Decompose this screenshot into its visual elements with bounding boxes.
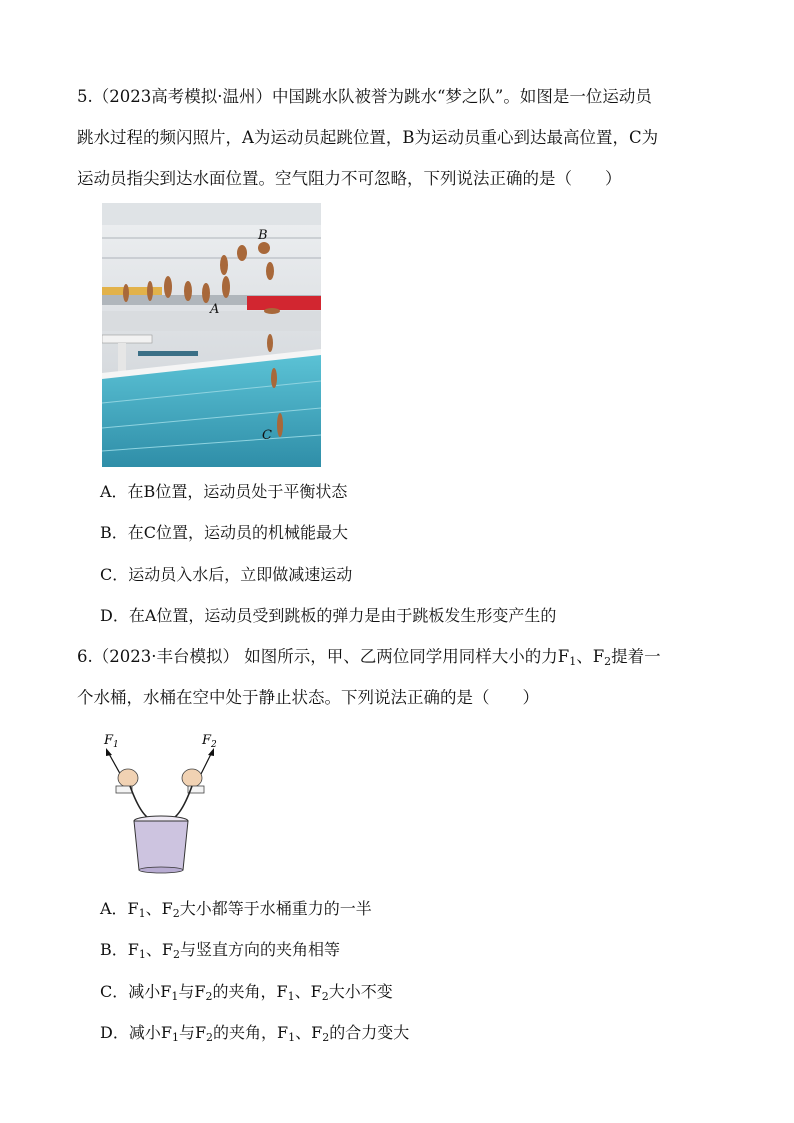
q5-option-b: B．在C位置，运动员的机械能最大: [100, 523, 349, 542]
q6-stem-line-1: 6.（2023·丰台模拟） 如图所示，甲、乙两位同学用同样大小的力$F_1$、$F_2$提着一: [77, 647, 661, 668]
bucket-drawing: [98, 728, 228, 876]
q5-option-a: A．在B位置，运动员处于平衡状态: [100, 482, 348, 501]
q5-option-d: D．在A位置，运动员受到跳板的弹力是由于跳板发生形变产生的: [100, 606, 557, 625]
f1-label: $F_1$: [104, 733, 119, 750]
label-c: C: [262, 428, 272, 443]
f2-label: $F_2$: [202, 733, 217, 750]
diving-photo: [102, 203, 321, 467]
q6-option-a: A．$F_1$、$F_2$大小都等于水桶重力的一半: [100, 899, 372, 920]
label-b: B: [258, 228, 268, 243]
diving-photo-drawing: [102, 203, 321, 467]
bucket-figure: [98, 728, 228, 876]
q6-option-b: B．$F_1$、$F_2$与竖直方向的夹角相等: [100, 940, 340, 961]
q5-stem-line-1: 5.（2023高考模拟·温州）中国跳水队被誉为跳水“梦之队”。如图是一位运动员: [77, 87, 652, 106]
label-a: A: [210, 302, 220, 317]
q5-stem-line-2: 跳水过程的频闪照片，A为运动员起跳位置，B为运动员重心到达最高位置，C为: [77, 128, 659, 147]
q6-stem-line-2: 个水桶，水桶在空中处于静止状态。下列说法正确的是（ ）: [77, 688, 539, 707]
q6-option-d: D．减小$F_1$与$F_2$的夹角，$F_1$、$F_2$的合力变大: [100, 1023, 410, 1044]
q6-option-c: C．减小$F_1$与$F_2$的夹角，$F_1$、$F_2$大小不变: [100, 982, 393, 1003]
q5-option-c: C．运动员入水后，立即做减速运动: [100, 565, 353, 584]
q5-stem-line-3: 运动员指尖到达水面位置。空气阻力不可忽略，下列说法正确的是（ ）: [77, 169, 622, 188]
